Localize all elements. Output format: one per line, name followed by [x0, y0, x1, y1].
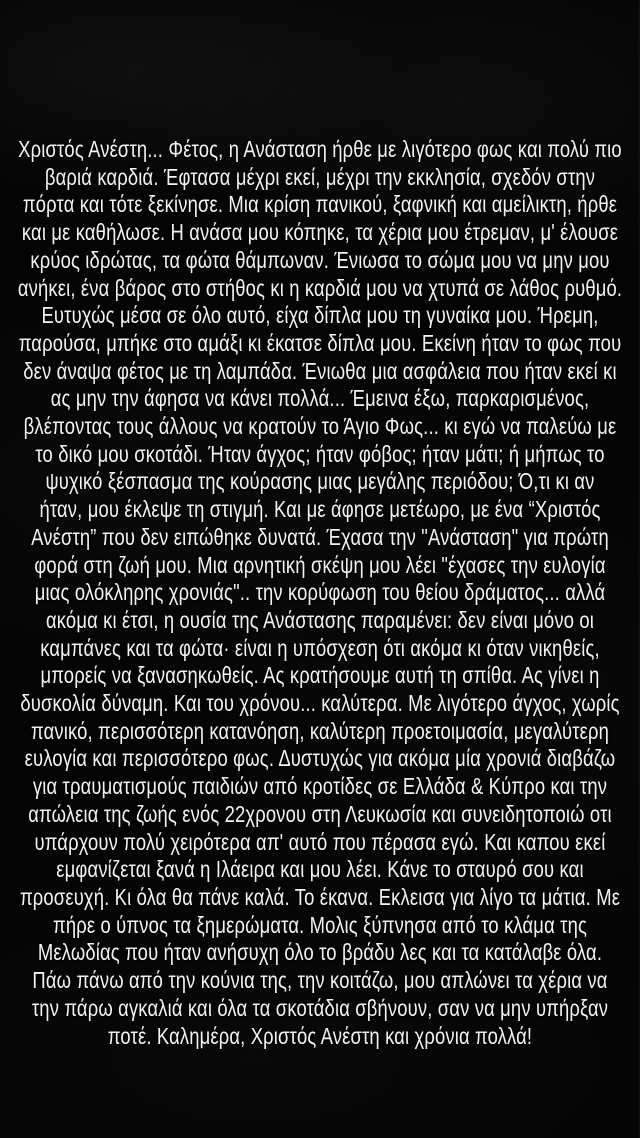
story-text-line: πόρτα και τότε ξεκίνησε. Μια κρίση πανικού, ξαφνική και αμείλικτη, ήρθε [22, 191, 618, 218]
story-text-line: εμφανίζεται ξανά η Ιλάειρα και μου λέει. Κάνε το σταυρό σου και [56, 856, 584, 883]
story-text-line: φορά στη ζωή μου. Μια αρνητική σκέψη μου λέει "έχασες την ευλογία [34, 551, 606, 578]
story-text-line: κρύος ιδρώτας, τα φώτα θάμπωναν. Ένιωσα το σώμα μου να μην μου [30, 246, 610, 273]
story-text-line: ακόμα κι έτσι, η ουσία της Ανάστασης παραμένει: δεν είναι μόνο οι [45, 606, 595, 633]
story-text-line: πήρε ο ύπνος τα ξημερώματα. Μολις ξύπνησα από το κλάμα της [52, 911, 588, 938]
story-text-line: ψυχικό ξέσπασμα της κούρασης μιας μεγάλης περιόδου; Ό,τι κι αν [45, 468, 595, 495]
story-text-line: ευλογία και περισσότερο φως. Δυστυχώς για ακόμα μία χρονιά διαβάζω [24, 745, 616, 772]
story-text-line: Πάω πάνω από την κούνια της, την κοιτάζω, μου απλώνει τα χέρια να [32, 967, 608, 994]
story-text-line: ας μην την άφησα να κάνει πολλά... Έμεινα έξω, παρκαρισμένος, [50, 385, 590, 412]
story-text-line: Μελωδίας που ήταν ανήσυχη όλο το βράδυ λες και τα κατάλαβε όλα. [37, 939, 603, 966]
story-text-line: για τραυματισμούς παιδιών από κροτίδες σε Ελλάδα & Κύπρο και την [32, 773, 608, 800]
story-text-line: δυσκολία δύναμη. Και του χρόνου... καλύτερα. Με λιγότερο άγχος, χωρίς [20, 690, 620, 717]
story-text-line: Ευτυχώς μέσα σε όλο αυτό, είχα δίπλα μου τη γυναίκα μου. Ήρεμη, [41, 302, 599, 329]
story-text-line: πανικό, περισσότερη κατανόηση, καλύτερη προετοιμασία, μεγαλύτερη [30, 717, 610, 744]
story-text-line: προσευχή. Κι όλα θα πάνε καλά. Το έκανα. Εκλεισα για λίγο τα μάτια. Με [19, 883, 621, 910]
story-text-line: Ανέστη” που δεν ειπώθηκε δυνατά. Έχασα την "Ανάσταση" για πρώτη [31, 523, 609, 550]
story-text-line: παρούσα, μπήκε στο αμάξι κι έκατσε δίπλα μου. Εκείνη ήταν το φως που [18, 329, 622, 356]
story-text-line: βλέποντας τους άλλους να κρατούν το Άγιο Φως... κι εγώ να παλεύω με [23, 413, 617, 440]
story-text-line: δεν άναψα φέτος με τη λαμπάδα. Ένιωθα μια ασφάλεια που ήταν εκεί κι [23, 357, 617, 384]
story-text-line: το δικό μου σκοτάδι. Ήταν άγχος; ήταν φόβος; ήταν μάτι; ή μήπως το [35, 440, 605, 467]
story-text-line: την πάρω αγκαλιά και όλα τα σκοτάδια σβήνουν, σαν να μην υπήρξαν [31, 994, 609, 1021]
story-text-line: ποτέ. Καλημέρα, Χριστός Ανέστη και χρόνια πολλά! [107, 1022, 533, 1049]
story-text-line: μιας ολόκληρης χρονιάς".. την κορύφωση του θείου δράματος... αλλά [34, 579, 606, 606]
story-text-line: απώλεια της ζωής ενός 22χρονου στη Λευκωσία και συνειδητοποιώ οτι [28, 800, 612, 827]
story-text-line: και με καθήλωσε. Η ανάσα μου κόπηκε, τα χέρια μου έτρεμαν, μ' έλουσε [21, 219, 619, 246]
story-text-block [0, 136, 640, 1050]
story-text-line: καμπάνες και τα φώτα· είναι η υπόσχεση ότι ακόμα κι όταν νικηθείς, [40, 634, 600, 661]
story-text-line: βαριά καρδιά. Έφτασα μέχρι εκεί, μέχρι την εκκλησία, σχεδόν στην [44, 163, 596, 190]
story-text-line: υπάρχουν πολύ χειρότερα απ' αυτό που πέρασα εγώ. Και καπου εκεί [34, 828, 606, 855]
story-text-line: ήταν, μου έκλεψε τη στιγμή. Και με άφησε μετέωρο, με ένα “Χριστός [39, 496, 601, 523]
story-text-line: ανήκει, ένα βάρος στο στήθος κι η καρδιά μου να χτυπά σε λάθος ρυθμό. [17, 274, 623, 301]
story-text-line: μπορείς να ξανασηκωθείς. Ας κρατήσουμε αυτή τη σπίθα. Ας γίνει η [40, 662, 600, 689]
story-text-line: Χριστός Ανέστη... Φέτος, η Ανάσταση ήρθε με λιγότερο φως και πολύ πιο [18, 136, 622, 162]
